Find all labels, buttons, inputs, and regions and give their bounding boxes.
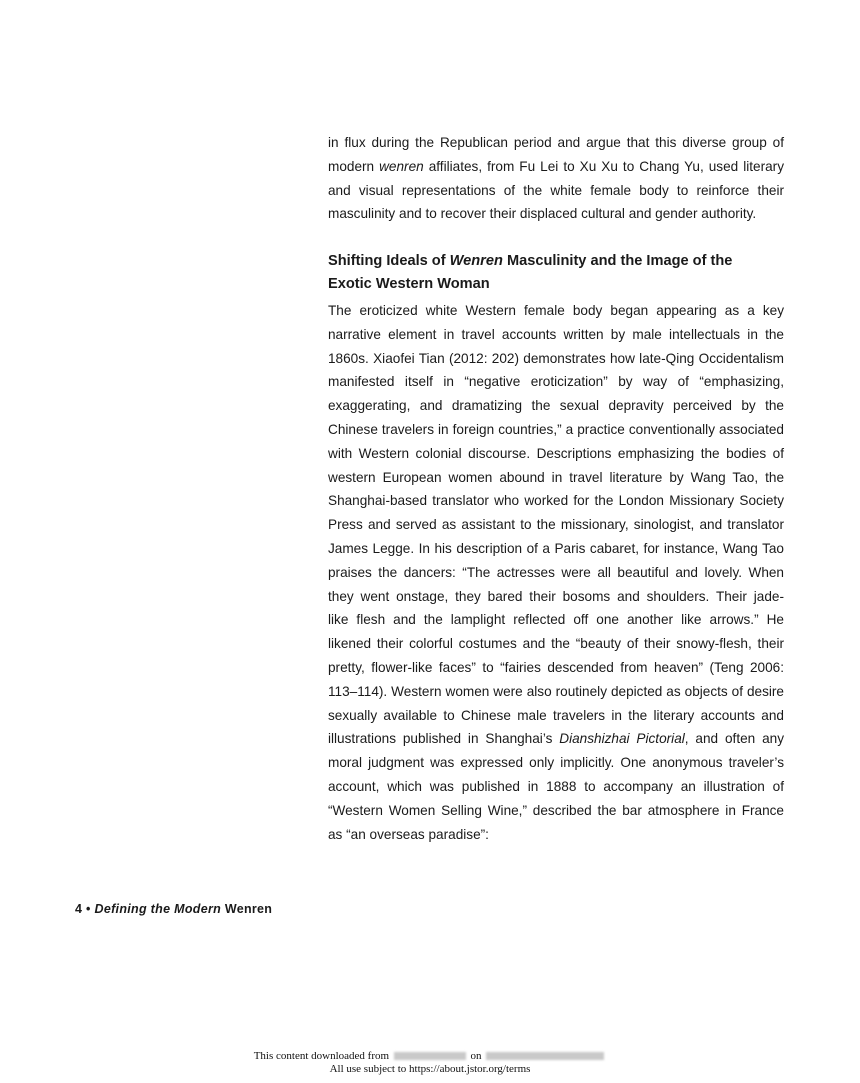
text-segment: Chinese travelers in foreign countries,” a practice conventionally associated	[328, 421, 784, 437]
text-line	[328, 442, 784, 466]
text-segment: as “an overseas paradise”:	[328, 826, 489, 842]
text-segment: Exotic Western Woman	[328, 276, 490, 292]
text-line-content	[328, 775, 784, 799]
text-segment: , and often any	[684, 731, 784, 747]
italic-text: Dianshizhai Pictorial	[559, 731, 685, 747]
text-line-content	[328, 632, 784, 656]
text-line	[328, 489, 784, 513]
text-line	[328, 775, 784, 799]
download-notice	[0, 1050, 860, 1076]
text-segment: Masculinity and the Image of the	[502, 253, 733, 269]
text-line-content	[328, 799, 784, 823]
download-notice-on: on	[470, 1050, 482, 1062]
text-segment: illustrations published in Shanghai’s	[328, 731, 560, 747]
text-line	[328, 131, 784, 155]
italic-text: Wenren	[449, 253, 503, 269]
download-notice-prefix: This content downloaded from	[253, 1050, 390, 1062]
text-line	[328, 299, 784, 323]
text-line-content	[328, 727, 784, 751]
text-line	[328, 323, 784, 347]
text-line-content	[328, 442, 784, 466]
redacted-ip	[394, 1052, 466, 1060]
text-line-content	[328, 299, 784, 323]
text-segment: exaggerating, and dramatizing the sexual depravity perceived by the	[328, 398, 784, 414]
text-segment: James Legge. In his description of a Paris cabaret, for instance, Wang Tao	[328, 540, 784, 556]
text-line-content	[328, 394, 784, 418]
text-line	[328, 585, 784, 609]
text-segment: likened their colorful costumes and the “beauty of their snowy-flesh, their	[328, 636, 784, 652]
text-line	[328, 680, 784, 704]
text-segment: western European women abound in travel literature by Wang Tao, the	[328, 469, 784, 485]
book-title-roman: Wenren	[224, 902, 273, 916]
text-line-content	[328, 585, 784, 609]
text-line-content	[328, 680, 784, 704]
text-segment: with Western colonial discourse. Descriptions emphasizing the bodies of	[328, 445, 784, 461]
text-line	[328, 394, 784, 418]
terms-line: All use subject to https://about.jstor.org/terms	[329, 1063, 531, 1075]
text-segment: manifested itself in “negative eroticization” by way of “emphasizing,	[328, 374, 784, 390]
text-line	[328, 751, 784, 775]
paragraph-intro	[328, 131, 784, 226]
text-segment: like flesh and the lamplight reflected off one another like arrows.” He	[328, 612, 784, 628]
text-line	[328, 418, 784, 442]
text-line-content	[328, 537, 784, 561]
text-line-content	[328, 347, 784, 371]
page-number: 4	[75, 902, 83, 916]
text-line-content	[328, 823, 489, 847]
text-segment: affiliates, from Fu Lei to Xu Xu to Chang Yu, used literary	[423, 158, 785, 174]
running-footer	[75, 902, 272, 916]
text-line-content	[328, 179, 784, 203]
text-segment: sexually available to Chinese male travelers in the literary accounts and	[328, 707, 784, 723]
text-segment: 113–114). Western women were also routinely depicted as objects of desire	[328, 683, 784, 699]
text-line	[328, 370, 784, 394]
text-line	[328, 250, 784, 273]
text-line-content	[328, 466, 784, 490]
text-line	[328, 656, 784, 680]
text-segment: “Western Women Selling Wine,” described the bar atmosphere in France	[328, 802, 784, 818]
italic-text: wenren	[379, 158, 424, 174]
text-line-content	[328, 751, 784, 775]
text-line	[328, 179, 784, 203]
text-line	[328, 727, 784, 751]
text-line-content	[328, 656, 784, 680]
text-line	[328, 202, 784, 226]
paragraph-body	[328, 299, 784, 846]
section-heading	[328, 250, 784, 296]
text-line	[328, 704, 784, 728]
text-segment: praises the dancers: “The actresses were all beautiful and lovely. When	[328, 564, 784, 580]
text-segment: Shanghai-based translator who worked for the London Missionary Society	[328, 493, 784, 509]
book-title-italic: Defining the Modern	[94, 902, 222, 916]
text-line-content	[328, 202, 756, 226]
text-line	[328, 466, 784, 490]
text-segment: The eroticized white Western female body began appearing as a key	[328, 303, 784, 318]
text-line	[328, 513, 784, 537]
text-segment: in flux during the Republican period and argue that this diverse group of	[328, 135, 784, 150]
text-segment: moral judgment was expressed only implicitly. One anonymous traveler’s	[328, 755, 784, 771]
text-segment: pretty, flower-like faces” to “fairies descended from heaven” (Teng 2006:	[328, 659, 784, 675]
text-line-content	[328, 276, 490, 292]
text-line	[328, 155, 784, 179]
footer-separator: •	[86, 902, 91, 916]
text-line-content	[328, 323, 784, 347]
text-segment: narrative element in travel accounts written by male intellectuals in the	[328, 326, 784, 342]
text-segment: account, which was published in 1888 to accompany an illustration of	[328, 778, 784, 794]
text-line	[328, 823, 784, 847]
text-segment: modern	[328, 158, 380, 174]
text-line	[328, 632, 784, 656]
text-segment: Shifting Ideals of	[328, 253, 450, 269]
text-line	[328, 537, 784, 561]
redacted-date	[486, 1052, 604, 1060]
text-line	[328, 561, 784, 585]
text-line-content	[328, 253, 732, 269]
text-line-content	[328, 489, 784, 513]
text-line-content	[328, 131, 784, 155]
text-line-content	[328, 370, 784, 394]
text-line-content	[328, 418, 784, 442]
text-line	[328, 347, 784, 371]
text-line	[328, 799, 784, 823]
text-line-content	[328, 561, 784, 585]
text-line-content	[328, 155, 784, 179]
text-segment: 1860s. Xiaofei Tian (2012: 202) demonstrates how late-Qing Occidentalism	[328, 350, 784, 366]
text-segment: Press and served as assistant to the missionary, sinologist, and translator	[328, 517, 784, 533]
text-line	[328, 608, 784, 632]
text-line-content	[328, 704, 784, 728]
text-segment: they went onstage, they bared their bosoms and shoulders. Their jade-	[328, 588, 784, 604]
text-segment: masculinity and to recover their displaced cultural and gender authority.	[328, 206, 757, 222]
text-segment: and visual representations of the white female body to reinforce their	[328, 182, 784, 198]
text-line	[328, 273, 784, 296]
text-line-content	[328, 608, 784, 632]
text-line-content	[328, 513, 784, 537]
